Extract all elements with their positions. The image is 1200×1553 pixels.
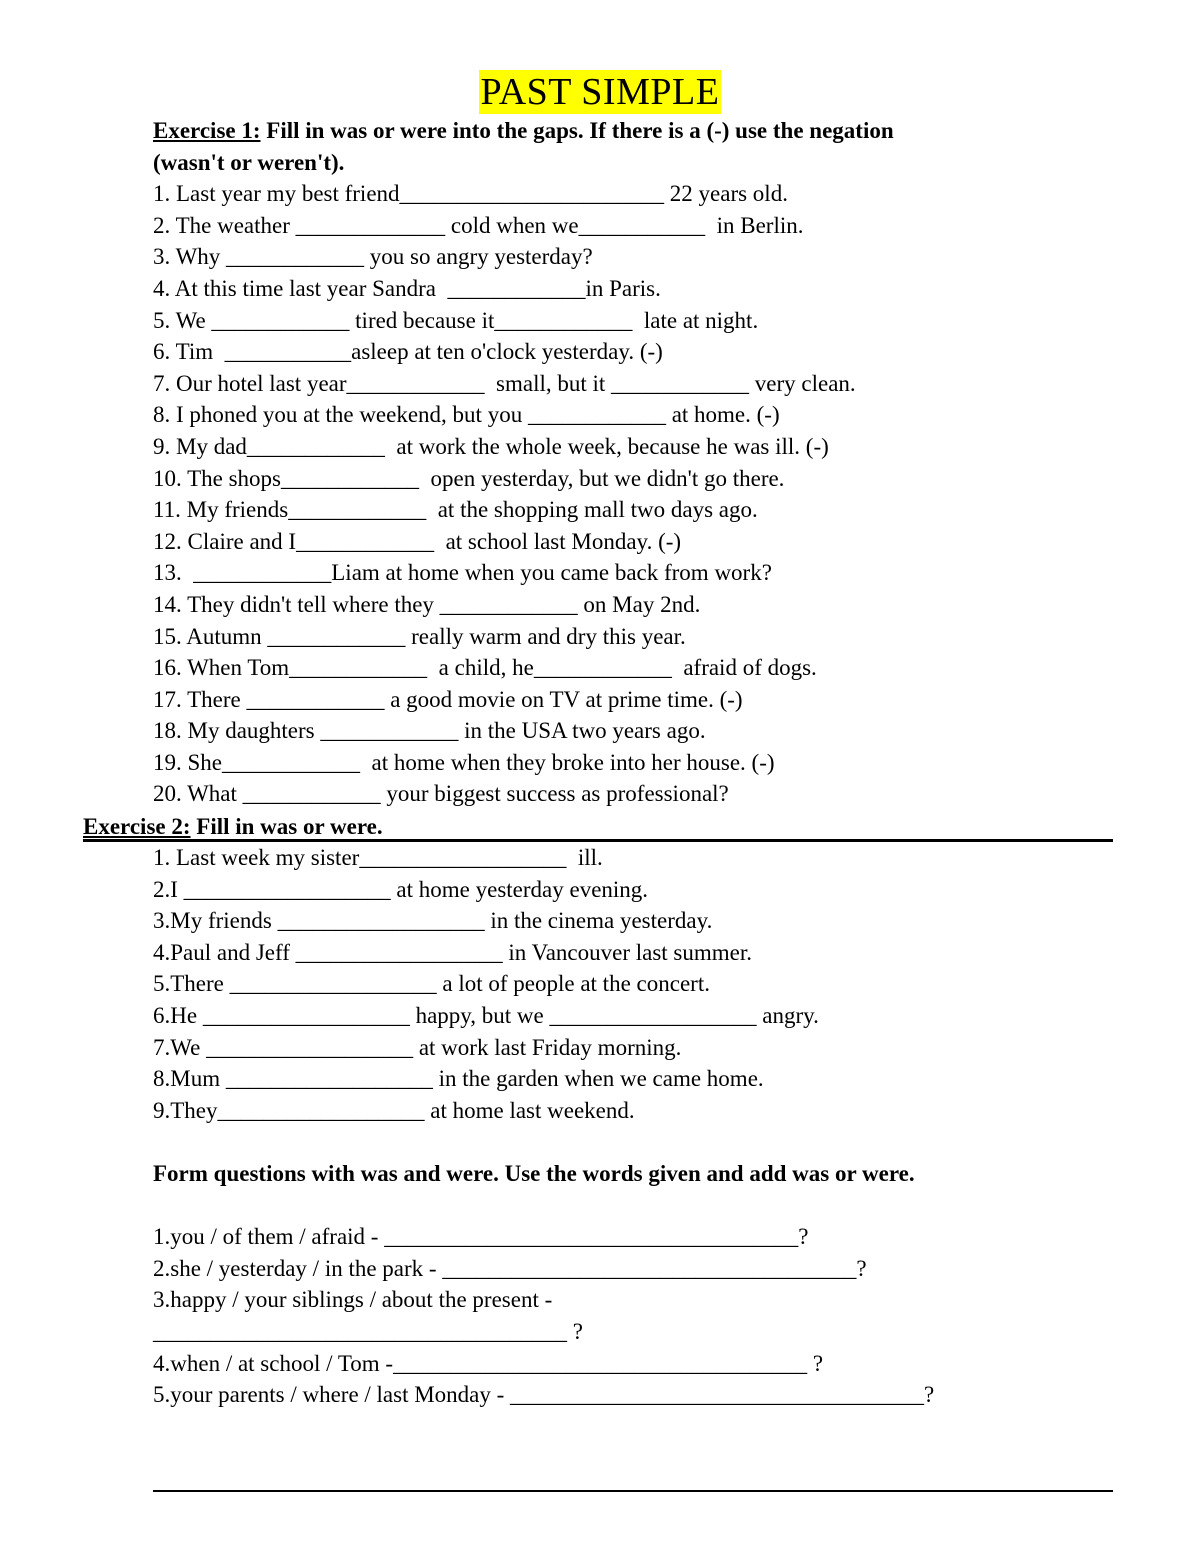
- exercise-item: 6. Tim ___________asleep at ten o'clock yesterday. (-): [153, 339, 663, 365]
- exercise-2: [153, 842, 819, 1126]
- exercise-2-heading: [83, 811, 1113, 842]
- exercise-item: 20. What ____________ your biggest success as professional?: [153, 781, 729, 807]
- exercise-item: 19. She____________ at home when they broke into her house. (-): [153, 749, 775, 775]
- question-item: 5.your parents / where / last Monday - ____________________________________?: [153, 1382, 935, 1408]
- exercise-item: 8. I phoned you at the weekend, but you ____________ at home. (-): [153, 402, 780, 428]
- exercise-3-instruction: Form questions with was and were. Use the words given and add was or were.: [153, 1161, 915, 1186]
- exercise-1-instruction-text: Fill in was or were into the gaps. If there is a (-) use the negation: [260, 118, 894, 143]
- exercise-item: 17. There ____________ a good movie on TV at prime time. (-): [153, 686, 743, 712]
- question-item: 4.when / at school / Tom -____________________________________ ?: [153, 1350, 824, 1376]
- exercise-item: 1. Last year my best friend_______________________ 22 years old.: [153, 181, 788, 207]
- question-item-cont: ____________________________________ ?: [153, 1318, 583, 1344]
- exercise-item: 11. My friends____________ at the shopping mall two days ago.: [153, 497, 758, 523]
- exercise-item: 4.Paul and Jeff __________________ in Vancouver last summer.: [153, 939, 752, 965]
- question-item: 3.happy / your siblings / about the present -: [153, 1287, 553, 1313]
- title-wrap: [0, 70, 1200, 114]
- exercise-item: 9.They__________________ at home last weekend.: [153, 1097, 635, 1123]
- exercise-item: 6.He __________________ happy, but we __________________ angry.: [153, 1002, 819, 1028]
- exercise-1: [153, 115, 894, 810]
- exercise-item: 3. Why ____________ you so angry yesterday?: [153, 244, 593, 270]
- exercise-item: 4. At this time last year Sandra ____________in Paris.: [153, 275, 661, 301]
- exercise-item: 5. We ____________ tired because it____________ late at night.: [153, 307, 759, 333]
- exercise-2-label: Exercise 2:: [83, 814, 191, 839]
- exercise-item: 1. Last week my sister__________________ ill.: [153, 845, 603, 870]
- exercise-item: 12. Claire and I____________ at school last Monday. (-): [153, 528, 682, 554]
- exercise-item: 2. The weather _____________ cold when we___________ in Berlin.: [153, 212, 804, 238]
- exercise-3: [153, 1158, 934, 1411]
- exercise-item: 18. My daughters ____________ in the USA two years ago.: [153, 718, 706, 744]
- question-item: 1.you / of them / afraid - ____________________________________?: [153, 1224, 809, 1250]
- exercise-2-instruction: Fill in was or were.: [190, 814, 383, 839]
- exercise-1-instruction-cont: (wasn't or weren't).: [153, 149, 345, 175]
- exercise-item: 13. ____________Liam at home when you came back from work?: [153, 560, 772, 586]
- exercise-item: 8.Mum __________________ in the garden when we came home.: [153, 1066, 764, 1092]
- exercise-item: 5.There __________________ a lot of people at the concert.: [153, 971, 710, 997]
- exercise-item: 7. Our hotel last year____________ small, but it ____________ very clean.: [153, 370, 856, 396]
- exercise-1-instruction: [153, 115, 894, 147]
- exercise-item: 15. Autumn ____________ really warm and dry this year.: [153, 623, 686, 649]
- exercise-1-label: Exercise 1:: [153, 118, 261, 143]
- exercise-item: 10. The shops____________ open yesterday, but we didn't go there.: [153, 465, 785, 491]
- bottom-rule: [153, 1490, 1113, 1492]
- question-item: 2.she / yesterday / in the park - ____________________________________?: [153, 1255, 867, 1281]
- spacer: [153, 1190, 934, 1222]
- page-title: PAST SIMPLE: [480, 71, 720, 113]
- exercise-item: 14. They didn't tell where they ____________ on May 2nd.: [153, 591, 701, 617]
- exercise-item: 2.I __________________ at home yesterday evening.: [153, 876, 649, 902]
- exercise-item: 16. When Tom____________ a child, he____________ afraid of dogs.: [153, 655, 817, 681]
- exercise-item: 3.My friends __________________ in the cinema yesterday.: [153, 908, 713, 934]
- exercise-item: 9. My dad____________ at work the whole week, because he was ill. (-): [153, 433, 829, 459]
- exercise-item: 7.We __________________ at work last Friday morning.: [153, 1034, 682, 1060]
